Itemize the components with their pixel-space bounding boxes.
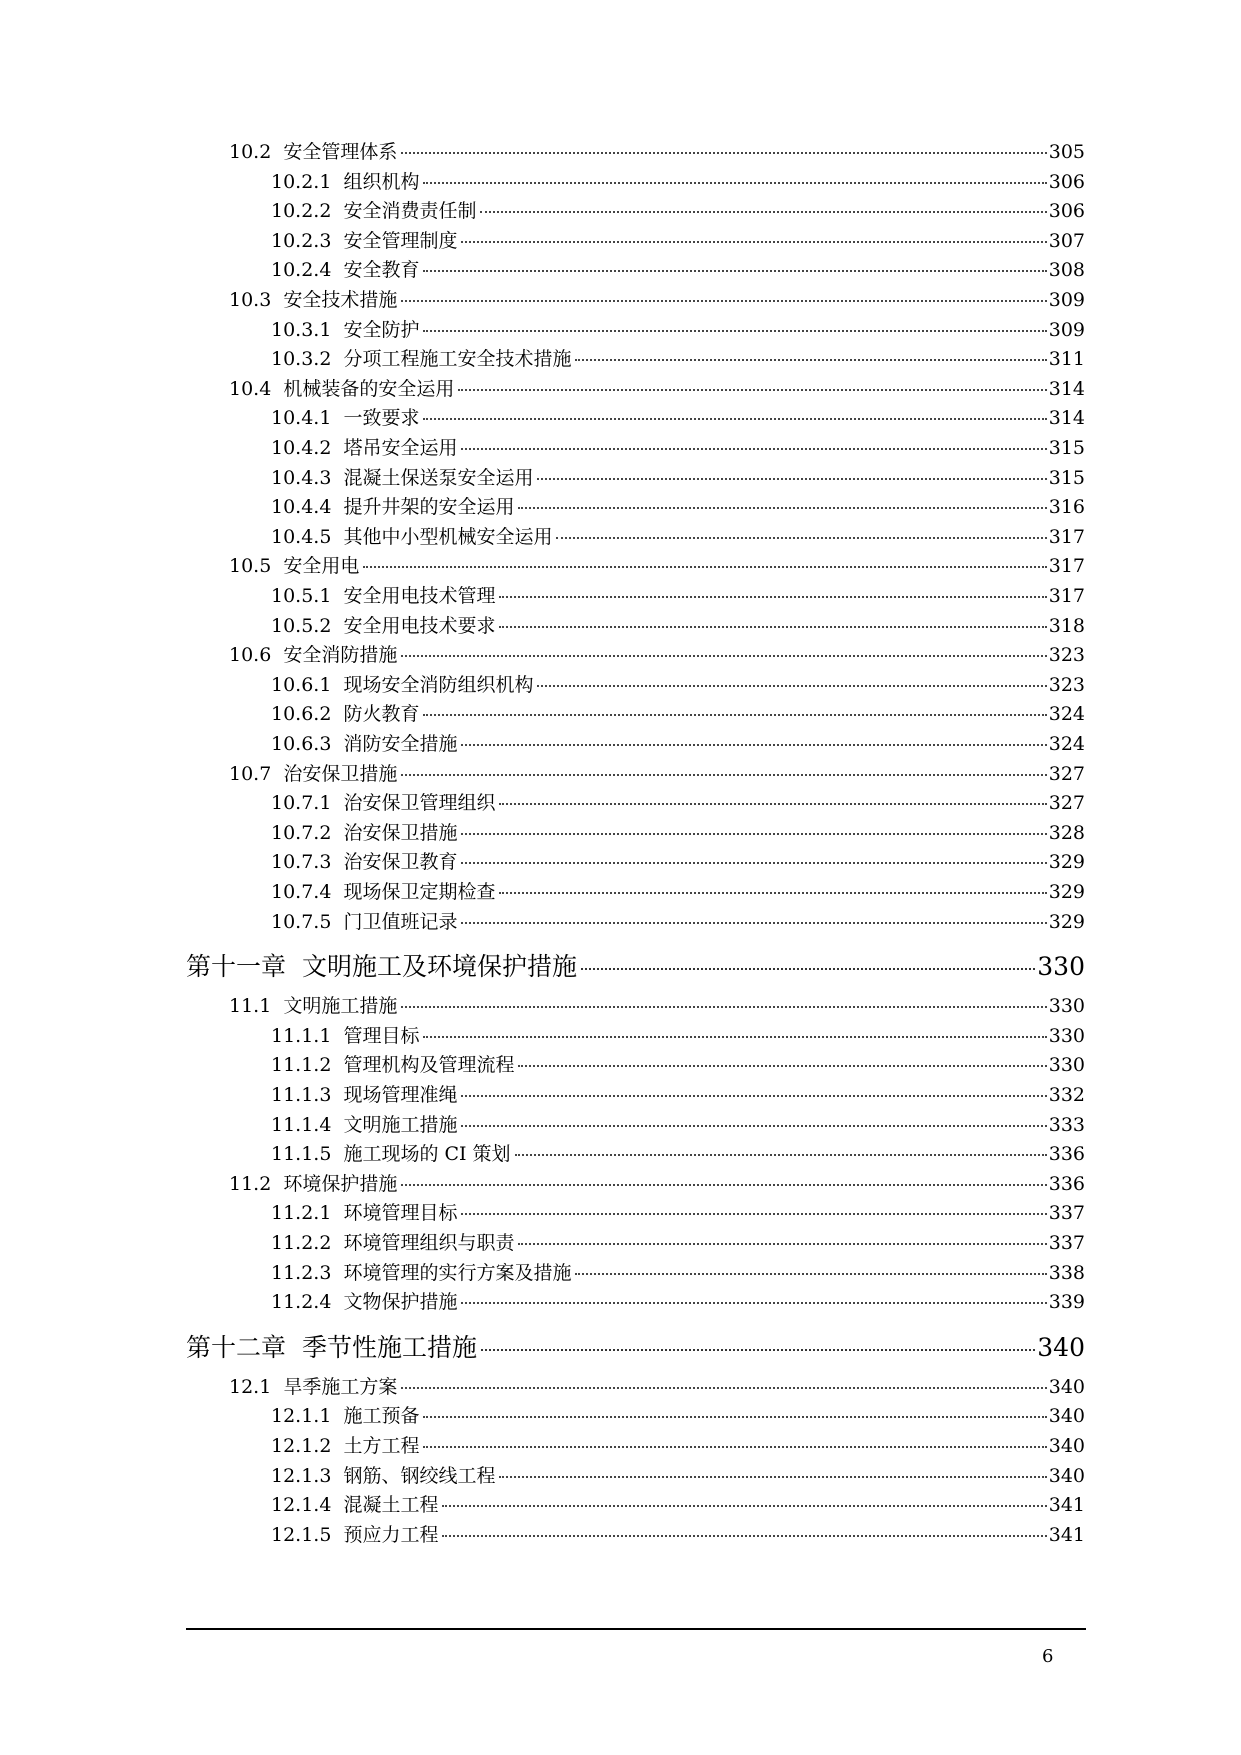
toc-entry-page: 333 [1048, 1113, 1085, 1136]
toc-dot-leader [518, 1243, 1046, 1245]
toc-entry[interactable] [271, 1261, 1085, 1285]
toc-entry-page: 330 [1048, 1024, 1085, 1047]
toc-entry-page: 323 [1048, 644, 1085, 667]
toc-entry[interactable] [271, 436, 1085, 460]
toc-entry-title: 其他中小型机械安全运用 [343, 525, 553, 548]
toc-entry[interactable] [271, 525, 1085, 549]
toc-dot-leader [401, 300, 1046, 302]
toc-entry[interactable] [271, 495, 1085, 519]
toc-entry-number: 11.1.5 [271, 1143, 332, 1166]
toc-dot-leader [442, 1505, 1046, 1507]
toc-entry[interactable] [229, 554, 1085, 578]
toc-entry[interactable] [271, 347, 1085, 371]
toc-dot-leader [499, 892, 1046, 894]
toc-entry-number: 10.6 [229, 644, 272, 667]
toc-entry-page: 317 [1048, 555, 1085, 578]
toc-entry[interactable] [271, 229, 1085, 253]
toc-entry-number: 10.7 [229, 762, 272, 785]
toc-entry-title: 文明施工措施 [283, 995, 398, 1018]
toc-entry-number: 10.7.5 [271, 910, 332, 933]
toc-entry-title: 管理目标 [343, 1024, 420, 1047]
toc-entry[interactable] [271, 614, 1085, 638]
toc-entry-title: 施工预备 [343, 1405, 420, 1428]
toc-entry-number: 12.1 [229, 1375, 272, 1398]
toc-entry-page: 328 [1048, 821, 1085, 844]
toc-dot-leader [461, 1302, 1046, 1304]
toc-entry[interactable] [271, 1053, 1085, 1077]
toc-entry[interactable] [271, 1201, 1085, 1225]
toc-dot-leader [423, 1036, 1046, 1038]
toc-dot-leader [461, 862, 1046, 864]
toc-entry-number: 10.4 [229, 377, 272, 400]
toc-entry-page: 329 [1048, 851, 1085, 874]
toc-entry-title: 治安保卫管理组织 [343, 792, 496, 815]
toc-entry-title: 分项工程施工安全技术措施 [343, 348, 572, 371]
toc-entry-page: 317 [1048, 525, 1085, 548]
toc-entry-title: 安全教育 [343, 259, 420, 282]
toc-dot-leader [537, 478, 1046, 480]
toc-entry-number: 10.2 [229, 141, 272, 163]
toc-entry-number: 11.2.3 [271, 1261, 332, 1284]
toc-entry-title: 现场保卫定期检查 [343, 881, 496, 903]
toc-entry-page: 318 [1048, 614, 1085, 637]
toc-entry-number: 10.3.1 [271, 318, 332, 341]
toc-entry-title: 旱季施工方案 [283, 1375, 398, 1398]
toc-entry-number: 10.4.1 [271, 407, 332, 430]
toc-entry-number: 10.2.2 [271, 200, 332, 223]
toc-entry-title: 混凝土保送泵安全运用 [343, 466, 534, 489]
toc-entry-page: 314 [1048, 377, 1085, 400]
toc-dot-leader [481, 1349, 1035, 1351]
toc-entry-number: 10.4.4 [271, 496, 332, 519]
toc-entry-title: 安全用电 [283, 555, 360, 578]
toc-entry-number: 11.2 [229, 1172, 272, 1195]
toc-entry-title: 混凝土工程 [343, 1494, 439, 1517]
toc-entry-number: 第十二章 [186, 1332, 287, 1362]
toc-dot-leader [458, 389, 1046, 391]
toc-entry-title: 文明施工及环境保护措施 [302, 952, 578, 982]
toc-dot-leader [401, 1184, 1046, 1186]
toc-entry-title: 安全消防措施 [283, 644, 398, 667]
toc-dot-leader [461, 448, 1046, 450]
toc-entry-page: 340 [1048, 1405, 1085, 1428]
toc-entry-title: 安全管理制度 [343, 229, 458, 252]
toc-entry-title: 提升井架的安全运用 [343, 496, 515, 519]
toc-entry-title: 安全用电技术管理 [343, 585, 496, 607]
toc-dot-leader [499, 626, 1046, 628]
toc-entry[interactable] [271, 1024, 1085, 1048]
toc-entry[interactable] [271, 258, 1085, 282]
toc-entry-number: 11.1.2 [271, 1054, 332, 1077]
toc-dot-leader [423, 330, 1046, 332]
toc-entry[interactable] [271, 1404, 1085, 1428]
toc-entry[interactable] [271, 732, 1085, 756]
toc-entry-title: 治安保卫措施 [283, 762, 398, 785]
toc-entry-title: 预应力工程 [343, 1523, 439, 1546]
toc-entry-title: 组织机构 [343, 170, 420, 193]
toc-entry[interactable] [229, 994, 1085, 1018]
toc-entry-number: 12.1.5 [271, 1523, 332, 1546]
toc-entry-title: 文物保护措施 [343, 1291, 458, 1314]
toc-entry[interactable] [271, 318, 1085, 342]
toc-entry[interactable] [271, 1523, 1085, 1547]
toc-entry[interactable] [271, 880, 1085, 904]
toc-entry-page: 327 [1048, 792, 1085, 815]
toc-entry-page: 309 [1048, 318, 1085, 341]
toc-dot-leader [461, 1095, 1046, 1097]
toc-dot-leader [499, 596, 1046, 598]
toc-entry-number: 11.2.1 [271, 1202, 332, 1225]
toc-entry-number: 10.7.4 [271, 881, 332, 903]
toc-entry[interactable] [271, 406, 1085, 430]
toc-entry-title: 治安保卫教育 [343, 851, 458, 874]
toc-entry[interactable] [271, 170, 1085, 194]
toc-entry-number: 12.1.2 [271, 1435, 332, 1457]
toc-chapter-entry[interactable] [186, 951, 1085, 983]
toc-entry-number: 10.7.2 [271, 821, 332, 844]
toc-dot-leader [461, 241, 1046, 243]
toc-entry-page: 316 [1048, 496, 1085, 519]
toc-dot-leader [480, 211, 1046, 213]
toc-entry[interactable] [271, 1113, 1085, 1137]
footer-rule [186, 1628, 1086, 1630]
toc-entry-page: 340 [1048, 1375, 1085, 1398]
toc-chapter-entry[interactable] [186, 1332, 1085, 1364]
toc-entry-title: 安全管理体系 [283, 141, 398, 163]
toc-entry[interactable] [271, 702, 1085, 726]
toc-entry[interactable] [271, 673, 1085, 697]
toc-entry[interactable] [229, 140, 1085, 164]
toc-entry-page: 339 [1048, 1291, 1085, 1314]
toc-entry[interactable] [271, 1231, 1085, 1255]
toc-entry-title: 机械装备的安全运用 [283, 377, 455, 400]
toc-entry-page: 329 [1048, 910, 1085, 933]
toc-dot-leader [537, 685, 1046, 687]
toc-entry-number: 11.1.1 [271, 1024, 332, 1047]
toc-dot-leader [401, 655, 1046, 657]
toc-entry-title: 施工现场的 CI 策划 [343, 1143, 511, 1166]
toc-dot-leader [499, 1476, 1046, 1478]
toc-entry-page: 306 [1048, 200, 1085, 223]
toc-entry-title: 季节性施工措施 [302, 1332, 478, 1362]
toc-dot-leader [423, 182, 1046, 184]
toc-dot-leader [515, 1154, 1047, 1156]
toc-entry-number: 11.1 [229, 995, 272, 1018]
toc-entry-number: 10.6.1 [271, 673, 332, 696]
toc-entry-number: 11.1.4 [271, 1113, 332, 1136]
toc-entry-page: 340 [1048, 1435, 1085, 1457]
toc-entry[interactable] [271, 791, 1085, 815]
toc-dot-leader [581, 968, 1035, 970]
toc-entry[interactable] [271, 1434, 1085, 1458]
toc-dot-leader [461, 1125, 1046, 1127]
toc-dot-leader [442, 1535, 1046, 1537]
toc-dot-leader [461, 922, 1046, 924]
toc-entry-number: 12.1.1 [271, 1405, 332, 1428]
toc-entry-number: 12.1.3 [271, 1464, 332, 1487]
toc-entry-page: 330 [1048, 1054, 1085, 1077]
toc-entry-title: 治安保卫措施 [343, 821, 458, 844]
toc-dot-leader [518, 1065, 1046, 1067]
toc-entry-number: 10.3 [229, 289, 272, 311]
toc-entry-title: 环境管理目标 [343, 1202, 458, 1225]
toc-entry-title: 环境管理的实行方案及措施 [343, 1261, 572, 1284]
toc-dot-leader [556, 537, 1046, 539]
toc-entry-number: 10.7.3 [271, 851, 332, 874]
toc-dot-leader [401, 1387, 1046, 1389]
toc-entry-page: 340 [1048, 1464, 1085, 1487]
toc-entry-number: 10.4.5 [271, 525, 332, 548]
toc-entry-number: 10.5.2 [271, 614, 332, 637]
toc-entry-number: 10.4.2 [271, 437, 332, 459]
toc-entry[interactable] [229, 643, 1085, 667]
toc-entry-title: 现场安全消防组织机构 [343, 673, 534, 696]
toc-entry-title: 安全防护 [343, 318, 420, 341]
toc-dot-leader [575, 359, 1046, 361]
toc-dot-leader [461, 744, 1046, 746]
page-number: 6 [1042, 1646, 1054, 1667]
toc-entry-page: 336 [1048, 1143, 1085, 1166]
toc-entry-number: 10.4.3 [271, 466, 332, 489]
toc-entry-page: 324 [1048, 703, 1085, 726]
toc-entry-page: 330 [1037, 952, 1085, 982]
toc-entry-title: 安全消费责任制 [343, 200, 477, 223]
toc-entry-title: 环境管理组织与职责 [343, 1232, 515, 1254]
toc-entry-page: 314 [1048, 407, 1085, 430]
toc-entry-page: 308 [1048, 259, 1085, 282]
toc-entry-page: 323 [1048, 673, 1085, 696]
toc-entry-number: 12.1.4 [271, 1494, 332, 1517]
toc-entry-title: 环境保护措施 [283, 1172, 398, 1195]
toc-entry[interactable] [229, 1375, 1085, 1399]
toc-dot-leader [401, 152, 1046, 154]
toc-entry[interactable] [271, 1464, 1085, 1488]
toc-entry-page: 311 [1048, 348, 1085, 371]
toc-entry[interactable] [229, 377, 1085, 401]
toc-entry-title: 土方工程 [343, 1435, 420, 1457]
toc-entry-title: 门卫值班记录 [343, 910, 458, 933]
toc-dot-leader [461, 833, 1046, 835]
toc-dot-leader [423, 714, 1046, 716]
toc-entry-page: 309 [1048, 289, 1085, 311]
toc-entry[interactable] [271, 850, 1085, 874]
toc-entry-title: 管理机构及管理流程 [343, 1054, 515, 1077]
toc-entry[interactable] [229, 762, 1085, 786]
toc-entry-page: 340 [1037, 1332, 1085, 1362]
toc-entry-page: 329 [1048, 881, 1085, 903]
toc-entry-title: 钢筋、钢绞线工程 [343, 1464, 496, 1487]
toc-entry[interactable] [271, 584, 1085, 608]
toc-entry-number: 10.6.3 [271, 733, 332, 755]
toc-entry[interactable] [271, 1493, 1085, 1517]
toc-entry-title: 防火教育 [343, 703, 420, 726]
toc-entry-number: 10.6.2 [271, 703, 332, 726]
toc-entry-number: 10.5.1 [271, 585, 332, 607]
toc-dot-leader [461, 1213, 1046, 1215]
toc-entry[interactable] [271, 199, 1085, 223]
toc-entry-page: 337 [1048, 1202, 1085, 1225]
toc-entry-title: 文明施工措施 [343, 1113, 458, 1136]
toc-dot-leader [423, 1416, 1046, 1418]
toc-entry-number: 10.2.3 [271, 229, 332, 252]
toc-entry-title: 安全用电技术要求 [343, 614, 496, 637]
toc-entry-title: 塔吊安全运用 [343, 437, 458, 459]
toc-entry-number: 11.2.4 [271, 1291, 332, 1314]
toc-entry[interactable] [271, 1083, 1085, 1107]
toc-dot-leader [423, 270, 1046, 272]
toc-entry[interactable] [271, 466, 1085, 490]
toc-entry-page: 305 [1048, 141, 1085, 163]
toc-entry-number: 10.2.4 [271, 259, 332, 282]
toc-entry-page: 341 [1048, 1523, 1085, 1546]
toc-entry-page: 337 [1048, 1232, 1085, 1254]
toc-entry-title: 一致要求 [343, 407, 420, 430]
toc-dot-leader [423, 1446, 1046, 1448]
toc-entry[interactable] [271, 821, 1085, 845]
toc-entry-number: 10.2.1 [271, 170, 332, 193]
toc-entry-number: 11.2.2 [271, 1232, 332, 1254]
toc-entry-page: 336 [1048, 1172, 1085, 1195]
toc-entry-page: 338 [1048, 1261, 1085, 1284]
toc-entry-page: 330 [1048, 995, 1085, 1018]
toc-entry[interactable] [271, 1290, 1085, 1314]
toc-entry-page: 306 [1048, 170, 1085, 193]
toc-entry-page: 315 [1048, 437, 1085, 459]
toc-dot-leader [363, 566, 1046, 568]
toc-entry[interactable] [229, 288, 1085, 312]
toc-entry-page: 317 [1048, 585, 1085, 607]
toc-entry-title: 安全技术措施 [283, 289, 398, 311]
toc-entry-title: 消防安全措施 [343, 733, 458, 755]
toc-entry[interactable] [229, 1172, 1085, 1196]
toc-entry-page: 332 [1048, 1084, 1085, 1106]
toc-entry-number: 第十一章 [186, 952, 287, 982]
toc-entry-title: 现场管理准绳 [343, 1084, 458, 1106]
toc-entry-number: 11.1.3 [271, 1084, 332, 1106]
toc-entry-number: 10.7.1 [271, 792, 332, 815]
toc-entry-number: 10.5 [229, 555, 272, 578]
toc-entry-page: 324 [1048, 733, 1085, 755]
toc-entry[interactable] [271, 910, 1085, 934]
toc-dot-leader [499, 803, 1046, 805]
toc-entry-number: 10.3.2 [271, 348, 332, 371]
toc-dot-leader [423, 418, 1046, 420]
toc-entry-page: 315 [1048, 466, 1085, 489]
toc-dot-leader [401, 774, 1046, 776]
toc-entry[interactable] [271, 1142, 1085, 1166]
toc-dot-leader [401, 1006, 1046, 1008]
toc-entry-page: 327 [1048, 762, 1085, 785]
toc-dot-leader [575, 1273, 1046, 1275]
toc-entry-page: 341 [1048, 1494, 1085, 1517]
toc-dot-leader [518, 507, 1046, 509]
toc-entry-page: 307 [1048, 229, 1085, 252]
